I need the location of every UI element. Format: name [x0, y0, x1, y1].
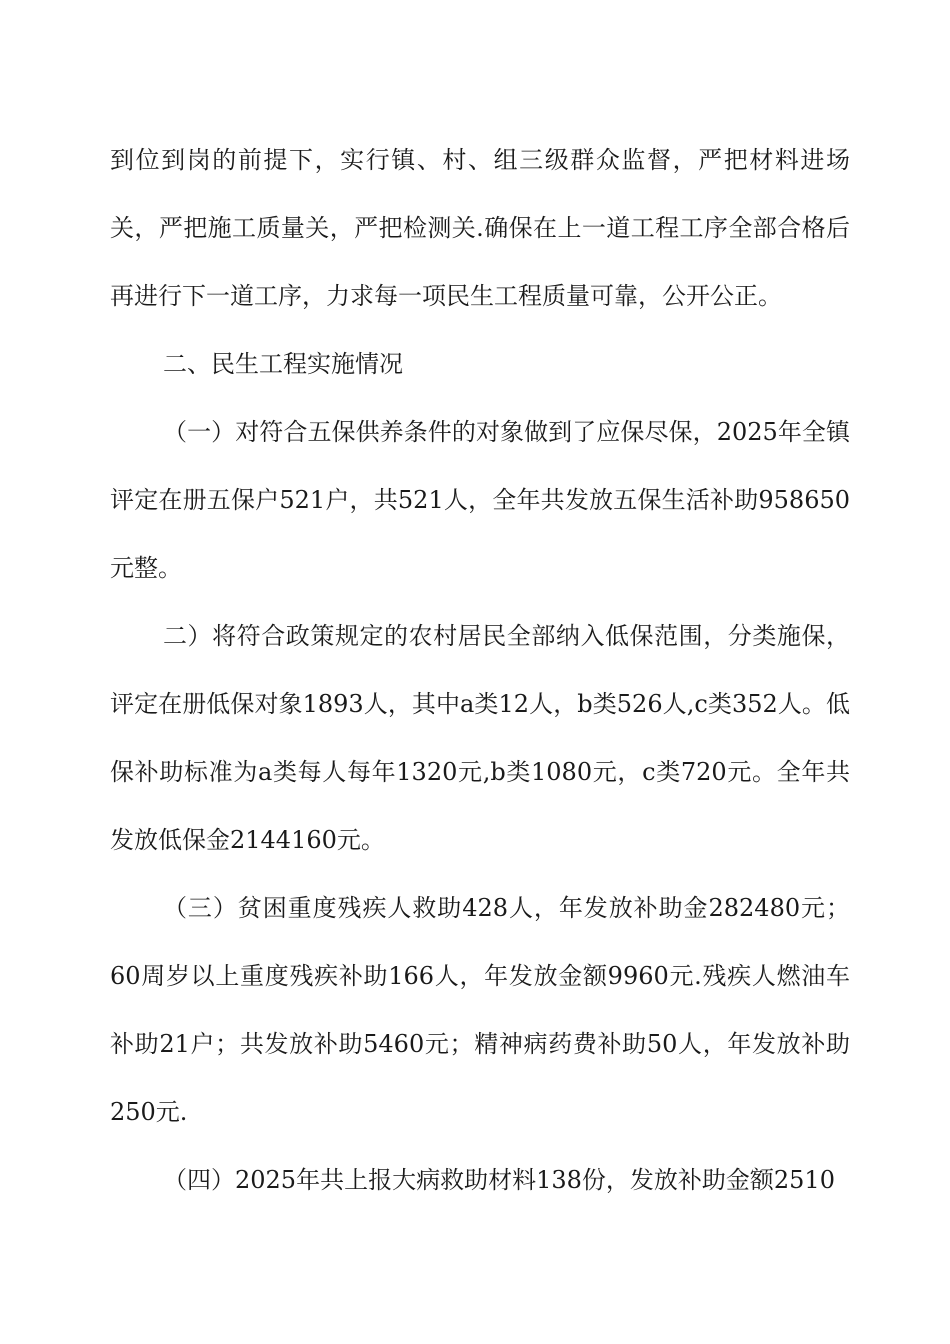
paragraph-continuation: 到位到岗的前提下，实行镇、村、组三级群众监督，严把材料进场关，严把施工质量关，严把检测关.确保在上一道工程工序全部合格后再进行下一道工序，力求每一项民生工程质量可靠，公开公正。 [110, 146, 850, 310]
paragraph-five-guarantees: （一）对符合五保供养条件的对象做到了应保尽保，2025年全镇评定在册五保户521户，共521人，全年共发放五保生活补助958650元整。 [110, 418, 850, 582]
paragraph-disability-assistance: （三）贫困重度残疾人救助428人，年发放补助金282480元；60周岁以上重度残疾补助166人，年发放金额9960元.残疾人燃油车补助21户；共发放补助5460元；精神病药费补助50人，年发放补助250元. [110, 894, 850, 1126]
paragraph-serious-illness-assistance: （四）2025年共上报大病救助材料138份，发放补助金额2510 [163, 1166, 835, 1194]
section-heading: 二、民生工程实施情况 [163, 350, 403, 378]
paragraph-minimum-living-allowance: 二）将符合政策规定的农村居民全部纳入低保范围，分类施保，评定在册低保对象1893人，其中a类12人，b类526人,c类352人。低保补助标准为a类每人每年1320元,b类1080元，c类720元。全年共发放低保金2144160元。 [110, 622, 850, 854]
document-body [110, 126, 850, 1214]
